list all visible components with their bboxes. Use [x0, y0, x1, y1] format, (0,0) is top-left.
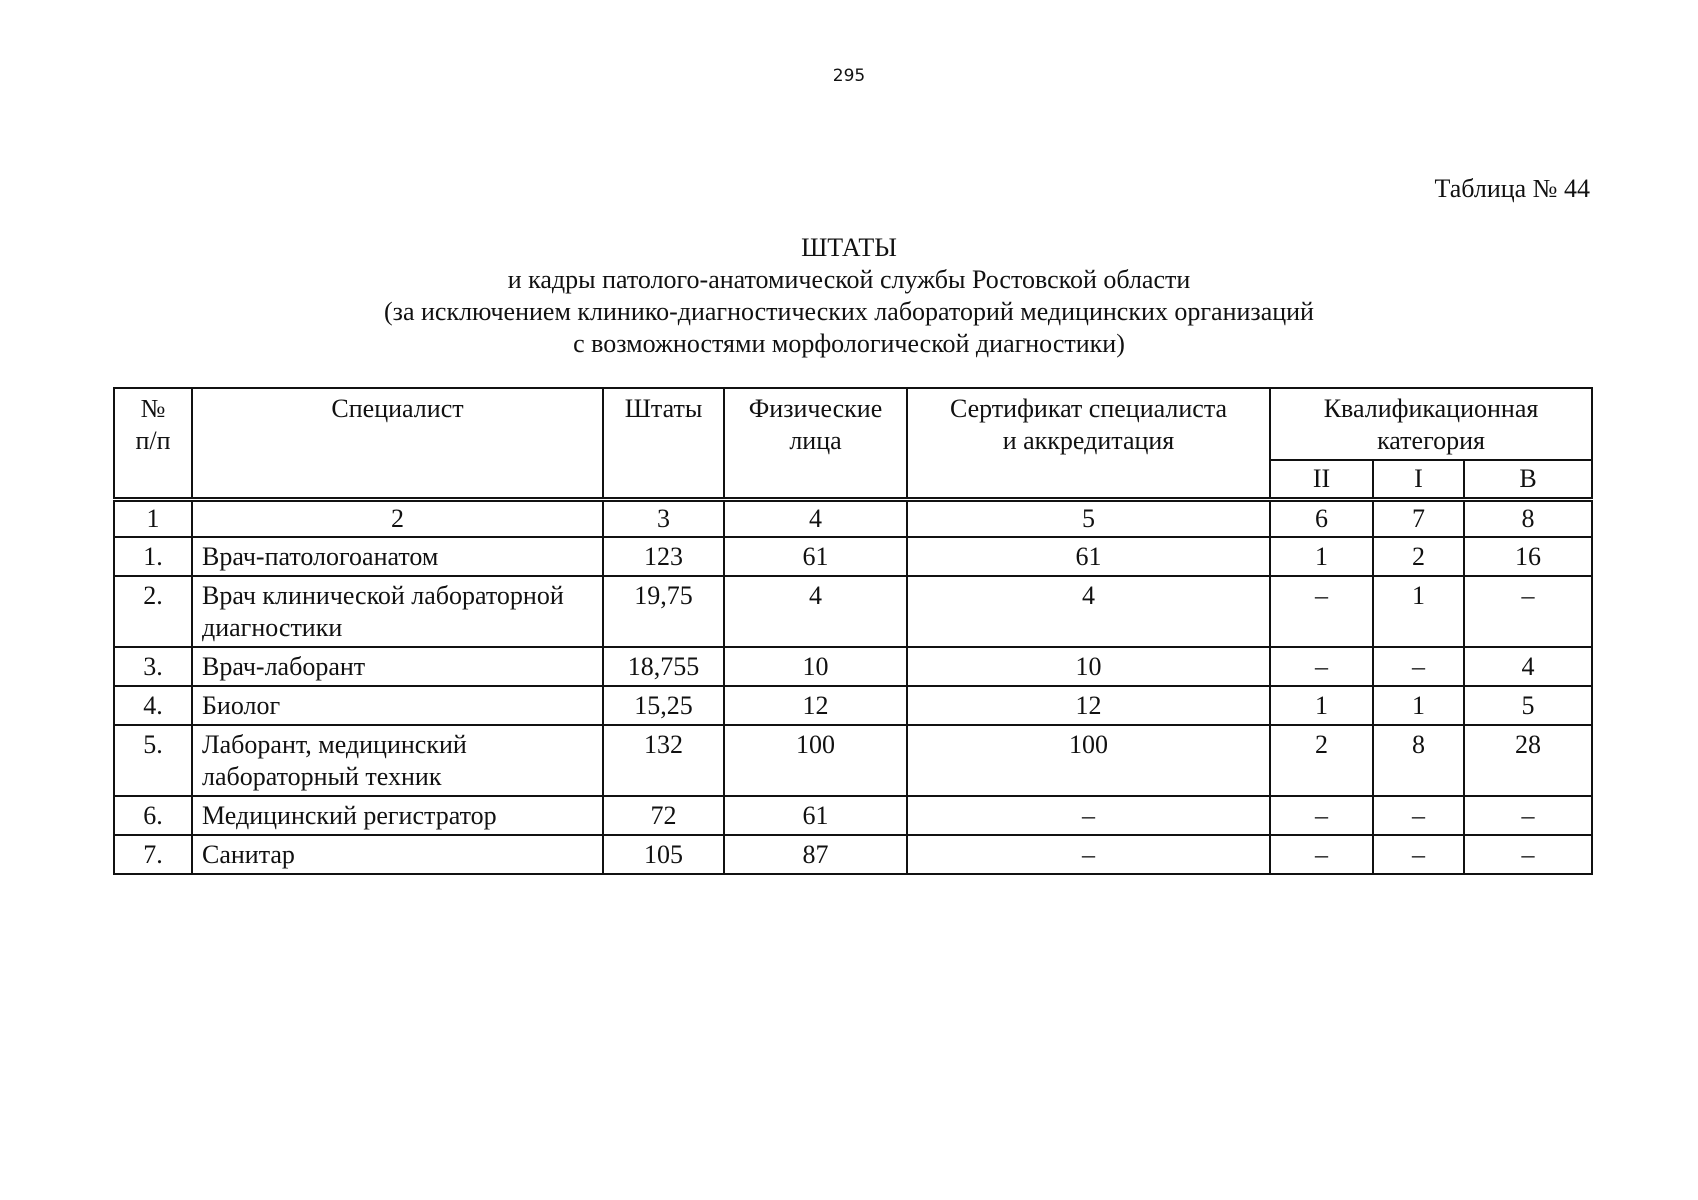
table-row: [114, 686, 1592, 725]
header-number-line: п/п: [135, 426, 171, 455]
column-number: 4: [724, 500, 907, 538]
title-line: и кадры патолого-анатомической службы Ростовской области: [507, 265, 1191, 294]
title-line: с возможностями морфологической диагностики): [573, 329, 1125, 358]
row-number: 1.: [114, 537, 192, 576]
header-physical-line: лица: [789, 426, 842, 455]
header-specialist: Специалист: [192, 388, 603, 500]
staff-cell: 123: [603, 537, 724, 576]
header-category-v: В: [1464, 460, 1592, 500]
physical-cell: 87: [724, 835, 907, 874]
column-number: 2: [192, 500, 603, 538]
column-number: 3: [603, 500, 724, 538]
category-1-cell: 8: [1373, 725, 1464, 796]
column-number: 7: [1373, 500, 1464, 538]
physical-cell: 10: [724, 647, 907, 686]
category-v-cell: 28: [1464, 725, 1592, 796]
column-number-row: [114, 500, 1592, 538]
staff-cell: 105: [603, 835, 724, 874]
physical-cell: 61: [724, 537, 907, 576]
certificate-cell: 12: [907, 686, 1270, 725]
category-2-cell: 1: [1270, 686, 1373, 725]
row-number: 2.: [114, 576, 192, 647]
category-2-cell: 2: [1270, 725, 1373, 796]
title-line: (за исключением клинико-диагностических лабораторий медицинских организаций: [384, 297, 1314, 326]
column-number: 6: [1270, 500, 1373, 538]
column-number: 8: [1464, 500, 1592, 538]
certificate-cell: 10: [907, 647, 1270, 686]
staff-cell: 15,25: [603, 686, 724, 725]
specialist-cell: Санитар: [192, 835, 603, 874]
category-v-cell: –: [1464, 576, 1592, 647]
category-1-cell: –: [1373, 835, 1464, 874]
specialist-cell: Врач-лаборант: [192, 647, 603, 686]
physical-cell: 4: [724, 576, 907, 647]
row-number: 6.: [114, 796, 192, 835]
row-number: 3.: [114, 647, 192, 686]
certificate-cell: 100: [907, 725, 1270, 796]
category-v-cell: 16: [1464, 537, 1592, 576]
staff-table: [113, 387, 1593, 875]
page-number: 295: [832, 66, 866, 86]
row-number: 4.: [114, 686, 192, 725]
category-2-cell: –: [1270, 576, 1373, 647]
category-2-cell: –: [1270, 796, 1373, 835]
column-number: 1: [114, 500, 192, 538]
certificate-cell: –: [907, 835, 1270, 874]
title-line: ШТАТЫ: [801, 233, 897, 262]
table-row: [114, 576, 1592, 647]
document-title: [0, 232, 1698, 360]
header-number-line: №: [140, 394, 166, 423]
header-certificate-line: и аккредитация: [1002, 426, 1175, 455]
category-v-cell: 4: [1464, 647, 1592, 686]
physical-cell: 100: [724, 725, 907, 796]
row-number: 5.: [114, 725, 192, 796]
category-v-cell: 5: [1464, 686, 1592, 725]
category-2-cell: 1: [1270, 537, 1373, 576]
category-1-cell: 2: [1373, 537, 1464, 576]
header-physical-persons: [724, 388, 907, 500]
table-row: [114, 647, 1592, 686]
header-staff: Штаты: [603, 388, 724, 500]
category-1-cell: –: [1373, 796, 1464, 835]
specialist-cell: Врач клинической лабораторной диагностики: [192, 576, 603, 647]
table-label: Таблица № 44: [1434, 174, 1590, 203]
row-number: 7.: [114, 835, 192, 874]
category-1-cell: 1: [1373, 576, 1464, 647]
table-row: [114, 537, 1592, 576]
certificate-cell: –: [907, 796, 1270, 835]
specialist-cell: Медицинский регистратор: [192, 796, 603, 835]
header-category-2: II: [1270, 460, 1373, 500]
specialist-cell: Биолог: [192, 686, 603, 725]
category-1-cell: 1: [1373, 686, 1464, 725]
staff-cell: 18,755: [603, 647, 724, 686]
physical-cell: 12: [724, 686, 907, 725]
table-row: [114, 725, 1592, 796]
header-qualification-line: категория: [1377, 426, 1485, 455]
category-v-cell: –: [1464, 796, 1592, 835]
staff-cell: 72: [603, 796, 724, 835]
header-number: [114, 388, 192, 500]
certificate-cell: 4: [907, 576, 1270, 647]
category-1-cell: –: [1373, 647, 1464, 686]
category-v-cell: –: [1464, 835, 1592, 874]
column-number: 5: [907, 500, 1270, 538]
specialist-cell: Врач-патологоанатом: [192, 537, 603, 576]
header-category-1: I: [1373, 460, 1464, 500]
physical-cell: 61: [724, 796, 907, 835]
category-2-cell: –: [1270, 647, 1373, 686]
specialist-cell: Лаборант, медицинский лабораторный техник: [192, 725, 603, 796]
category-2-cell: –: [1270, 835, 1373, 874]
table-row: [114, 835, 1592, 874]
staff-cell: 19,75: [603, 576, 724, 647]
header-certificate: [907, 388, 1270, 500]
header-qualification-line: Квалификационная: [1323, 394, 1539, 423]
staff-cell: 132: [603, 725, 724, 796]
certificate-cell: 61: [907, 537, 1270, 576]
header-qualification: [1270, 388, 1592, 460]
table-row: [114, 796, 1592, 835]
header-physical-line: Физические: [748, 394, 883, 423]
header-certificate-line: Сертификат специалиста: [949, 394, 1228, 423]
